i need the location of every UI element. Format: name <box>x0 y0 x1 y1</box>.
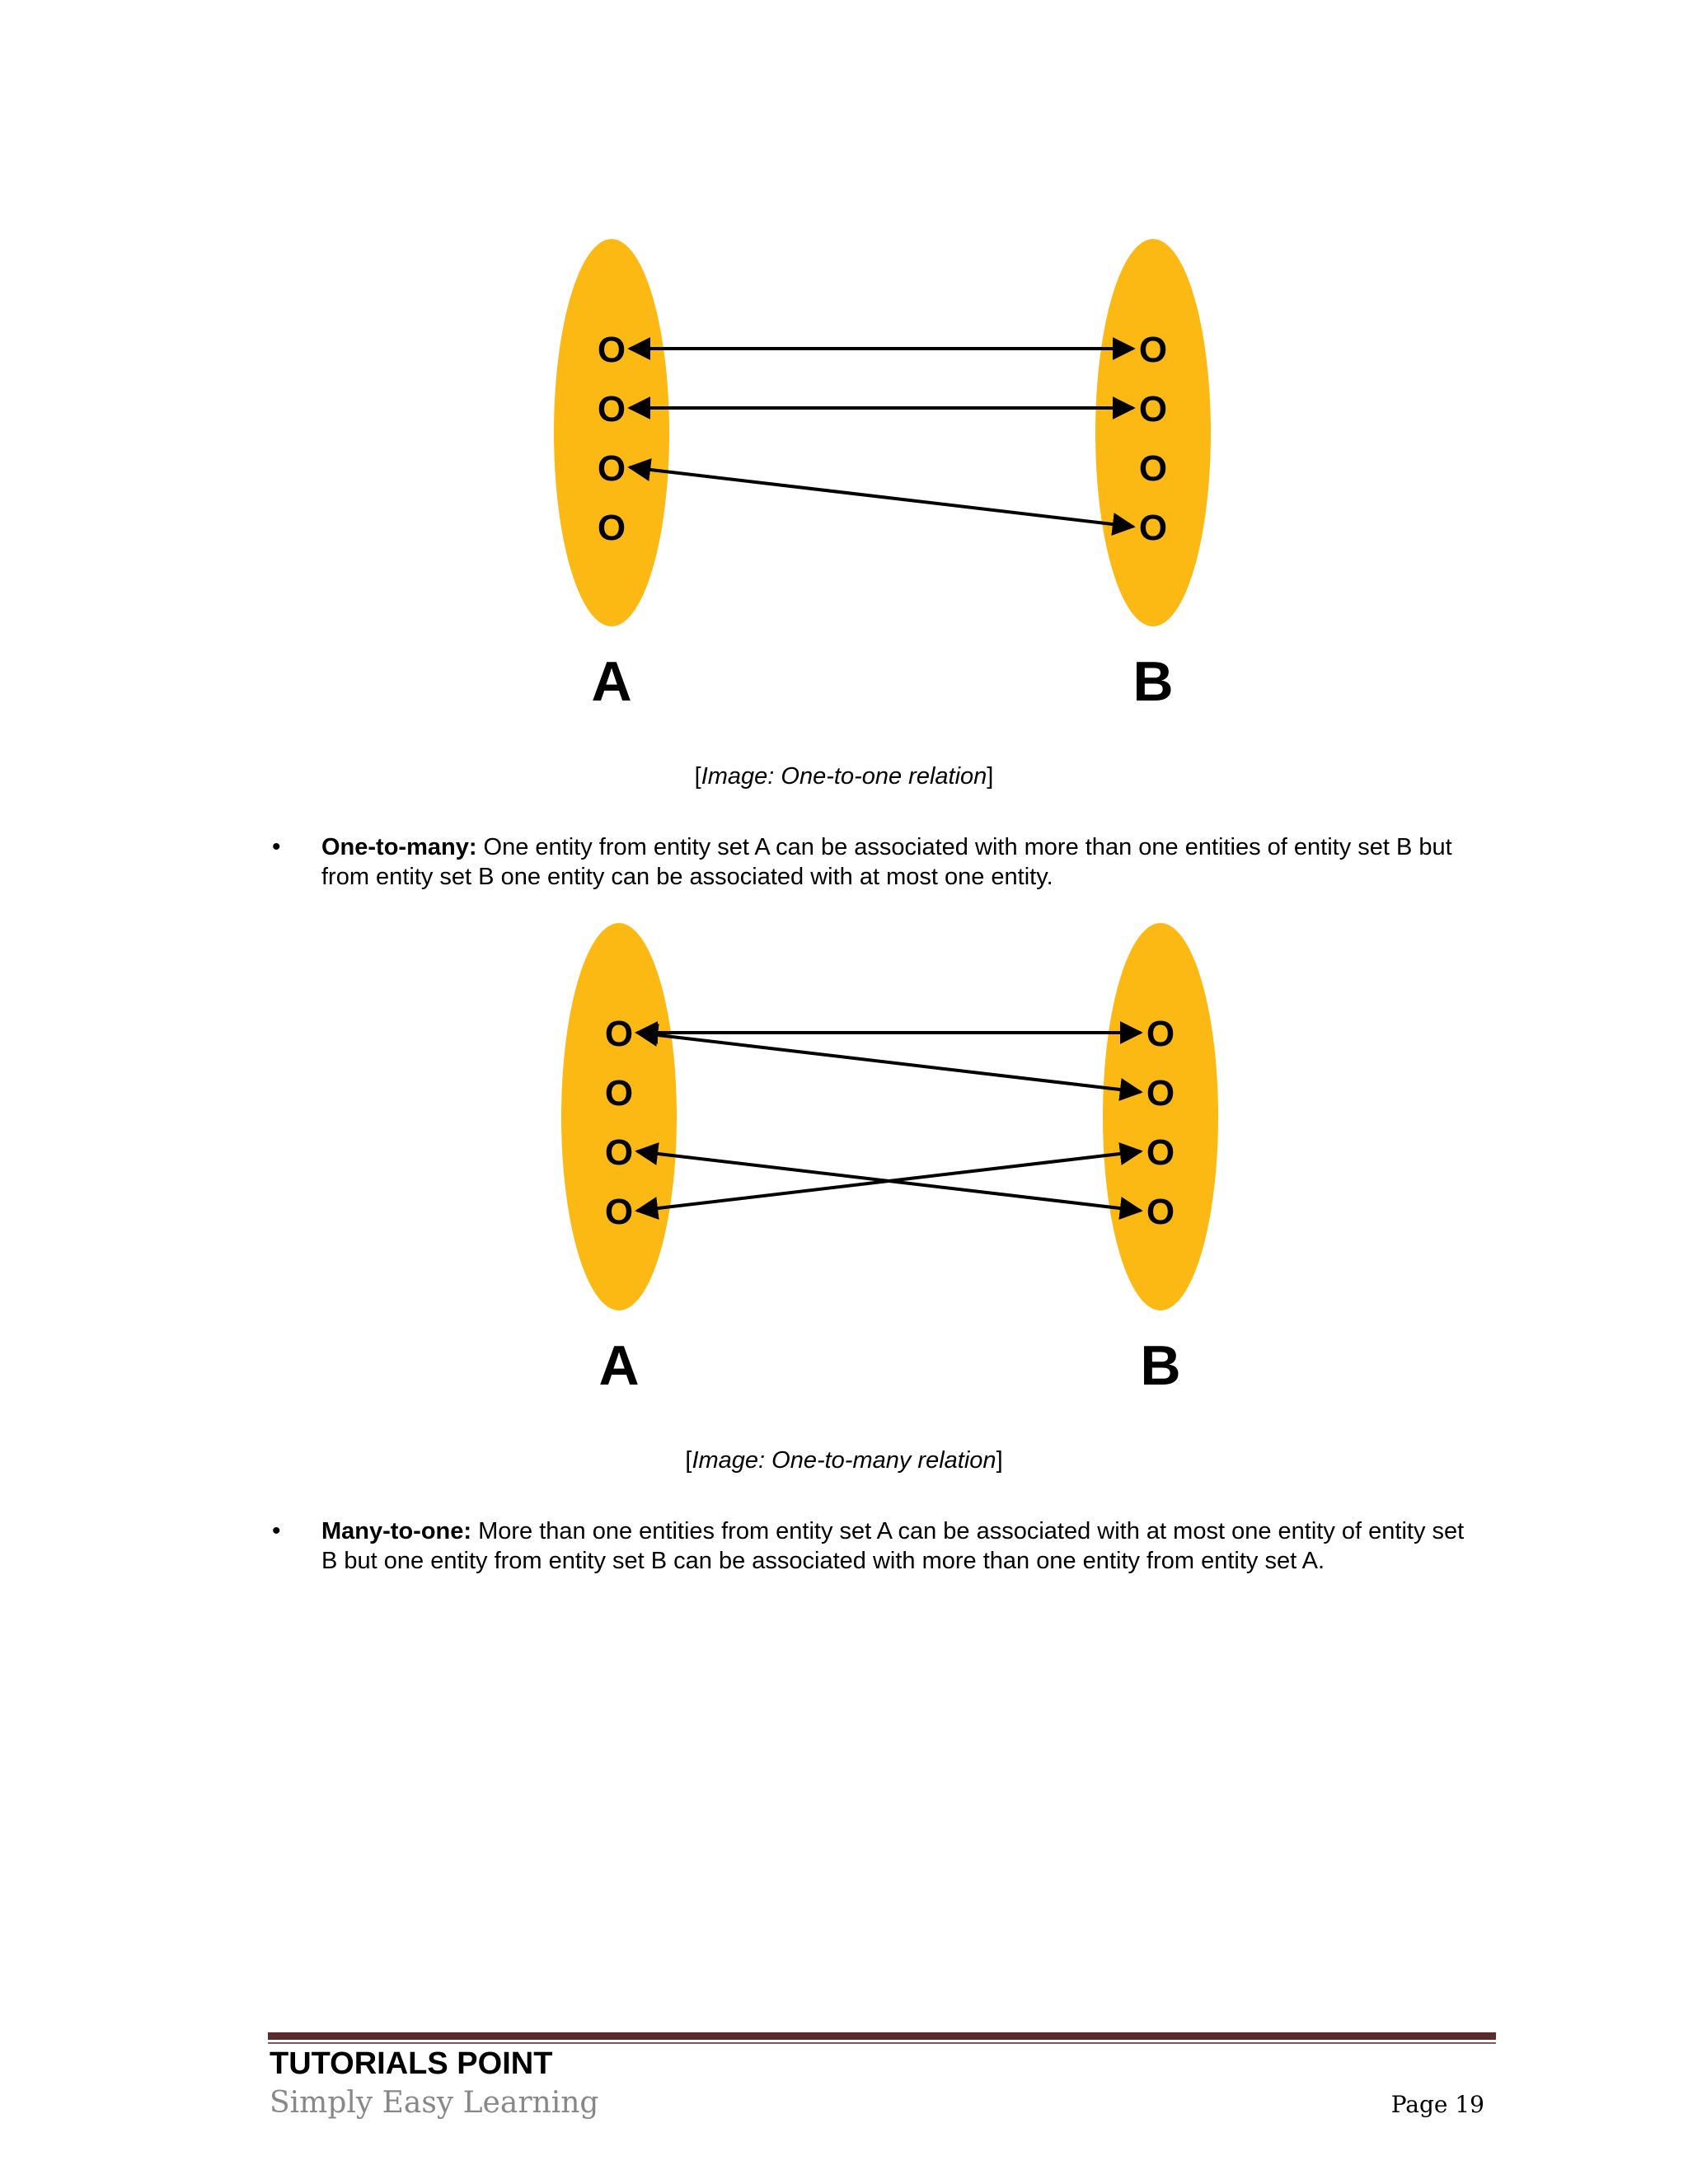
bullet-term: Many-to-one: <box>321 1518 472 1544</box>
mapping-arrows <box>637 1033 1141 1211</box>
footer-tagline: Simply Easy Learning <box>270 2086 599 2120</box>
mapping-arrow-3 <box>630 467 1133 527</box>
set-a-entity-2: O <box>604 1073 634 1113</box>
set-b-entity-3: O <box>1138 448 1168 489</box>
entity-set-b-ellipse <box>1103 923 1218 1310</box>
set-b-entity-1: O <box>1146 1014 1175 1054</box>
one-to-many-diagram-svg <box>0 923 1688 1401</box>
footer-brand: TUTORIALS POINT <box>270 2046 553 2081</box>
caption-italic: Image: One-to-one relation <box>701 763 987 790</box>
one-to-many-caption: [Image: One-to-many relation] <box>685 1447 1003 1474</box>
set-a-entity-4: O <box>597 508 626 548</box>
bullet-body: More than one entities from entity set A can be associated with at most one entity of entity set B but one entity from entity set B can be associated with more than one entity from entity set A. <box>321 1518 1465 1574</box>
set-a-entity-2: O <box>597 389 626 429</box>
caption-italic: Image: One-to-many relation <box>692 1447 996 1474</box>
one-to-one-diagram-svg <box>0 239 1688 717</box>
set-b-entity-2: O <box>1138 389 1168 429</box>
one-to-one-caption: [Image: One-to-one relation] <box>694 763 994 790</box>
set-b-label: B <box>1140 1334 1181 1397</box>
mapping-arrows <box>630 349 1133 527</box>
set-a-entity-3: O <box>597 448 626 489</box>
page-number: Page 19 <box>1390 2091 1484 2118</box>
footer-rule <box>268 2032 1496 2040</box>
set-b-entity-1: O <box>1138 330 1168 370</box>
entity-set-a-ellipse <box>554 239 669 626</box>
set-b-entity-2: O <box>1146 1073 1175 1113</box>
mapping-arrow-2 <box>637 1033 1141 1092</box>
set-a-entity-1: O <box>604 1014 634 1054</box>
one-to-many-diagram <box>0 923 1688 1401</box>
bullet-text <box>321 832 1475 892</box>
set-a-entity-4: O <box>604 1192 634 1232</box>
bullet-one-to-many <box>272 832 1475 892</box>
bullet-marker: • <box>272 1517 281 1544</box>
bullet-text <box>321 1516 1475 1576</box>
set-a-label: A <box>598 1334 640 1397</box>
entity-set-b-ellipse <box>1095 239 1211 626</box>
bullet-many-to-one <box>272 1516 1475 1576</box>
bullet-body: One entity from entity set A can be associated with more than one entities of entity set B but from entity set B one entity can be associated with at most one entity. <box>321 834 1452 890</box>
footer-rule-thin <box>268 2042 1496 2044</box>
one-to-one-diagram <box>0 239 1688 717</box>
set-b-entity-4: O <box>1138 508 1168 548</box>
set-b-entity-4: O <box>1146 1192 1175 1232</box>
bullet-marker: • <box>272 833 281 860</box>
set-b-entity-3: O <box>1146 1132 1175 1173</box>
set-a-entity-3: O <box>604 1132 634 1173</box>
entity-set-a-ellipse <box>561 923 677 1310</box>
set-b-label: B <box>1132 650 1174 713</box>
set-a-label: A <box>591 650 632 713</box>
set-a-entity-1: O <box>597 330 626 370</box>
bullet-term: One-to-many: <box>321 834 477 860</box>
